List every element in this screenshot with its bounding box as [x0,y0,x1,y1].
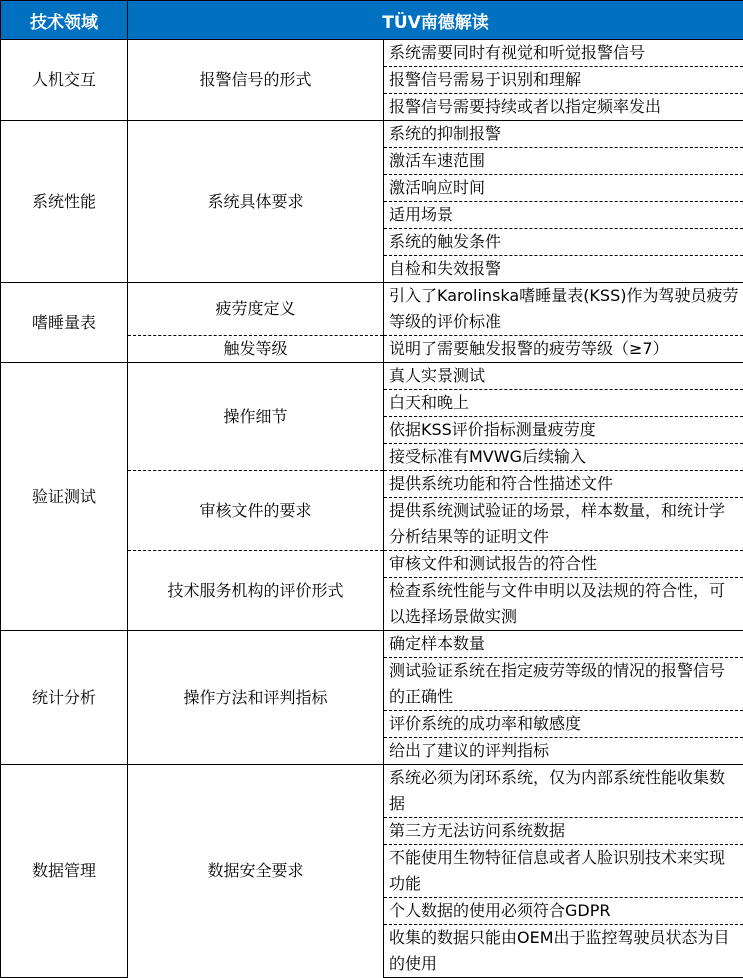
detail-cell: 适用场景 [384,202,743,229]
detail-cell: 系统必须为闭环系统，仅为内部系统性能收集数据 [384,765,743,818]
table-row [1,40,743,67]
domain-cell: 系统性能 [1,121,128,283]
table-row [1,363,743,390]
detail-cell: 接受标准有MVWG后续输入 [384,444,743,471]
topic-cell: 触发等级 [128,336,384,363]
detail-cell: 提供系统功能和符合性描述文件 [384,471,743,498]
table-header-row [1,1,743,40]
detail-cell: 激活车速范围 [384,148,743,175]
detail-cell: 收集的数据只能由OEM出于监控驾驶员状态为目的使用 [384,925,743,978]
detail-cell: 给出了建议的评判指标 [384,738,743,765]
detail-cell: 报警信号需要持续或者以指定频率发出 [384,94,743,121]
detail-cell: 测试验证系统在指定疲劳等级的情况的报警信号的正确性 [384,658,743,711]
detail-cell: 系统需要同时有视觉和听觉报警信号 [384,40,743,67]
detail-cell: 白天和晚上 [384,390,743,417]
table-row [1,283,743,336]
topic-cell: 数据安全要求 [128,765,384,978]
detail-cell: 引入了Karolinska嗜睡量表(KSS)作为驾驶员疲劳等级的评价标准 [384,283,743,336]
domain-cell: 数据管理 [1,765,128,978]
detail-cell: 评价系统的成功率和敏感度 [384,711,743,738]
table-row [1,631,743,658]
detail-cell: 检查系统性能与文件申明以及法规的符合性，可以选择场景做实测 [384,578,743,631]
domain-cell: 统计分析 [1,631,128,765]
domain-cell: 人机交互 [1,40,128,121]
topic-cell: 技术服务机构的评价形式 [128,551,384,631]
detail-cell: 第三方无法访问系统数据 [384,818,743,845]
topic-cell: 操作方法和评判指标 [128,631,384,765]
table-row [1,121,743,148]
detail-cell: 依据KSS评价指标测量疲劳度 [384,417,743,444]
domain-cell: 嗜睡量表 [1,283,128,363]
detail-cell: 审核文件和测试报告的符合性 [384,551,743,578]
topic-cell: 审核文件的要求 [128,471,384,551]
detail-cell: 说明了需要触发报警的疲劳等级（≥7） [384,336,743,363]
detail-cell: 系统的抑制报警 [384,121,743,148]
topic-cell: 报警信号的形式 [128,40,384,121]
detail-cell: 提供系统测试验证的场景，样本数量，和统计学分析结果等的证明文件 [384,498,743,551]
header-tuv-interpretation: TÜV南德解读 [128,1,743,40]
detail-cell: 真人实景测试 [384,363,743,390]
header-technical-domain: 技术领域 [1,1,128,40]
detail-cell: 个人数据的使用必须符合GDPR [384,898,743,925]
domain-cell: 验证测试 [1,363,128,631]
topic-cell: 疲劳度定义 [128,283,384,336]
detail-cell: 自检和失效报警 [384,256,743,283]
topic-cell: 操作细节 [128,363,384,471]
topic-cell: 系统具体要求 [128,121,384,283]
detail-cell: 确定样本数量 [384,631,743,658]
detail-cell: 系统的触发条件 [384,229,743,256]
table-row [1,765,743,818]
detail-cell: 激活响应时间 [384,175,743,202]
detail-cell: 不能使用生物特征信息或者人脸识别技术来实现功能 [384,845,743,898]
detail-cell: 报警信号需易于识别和理解 [384,67,743,94]
